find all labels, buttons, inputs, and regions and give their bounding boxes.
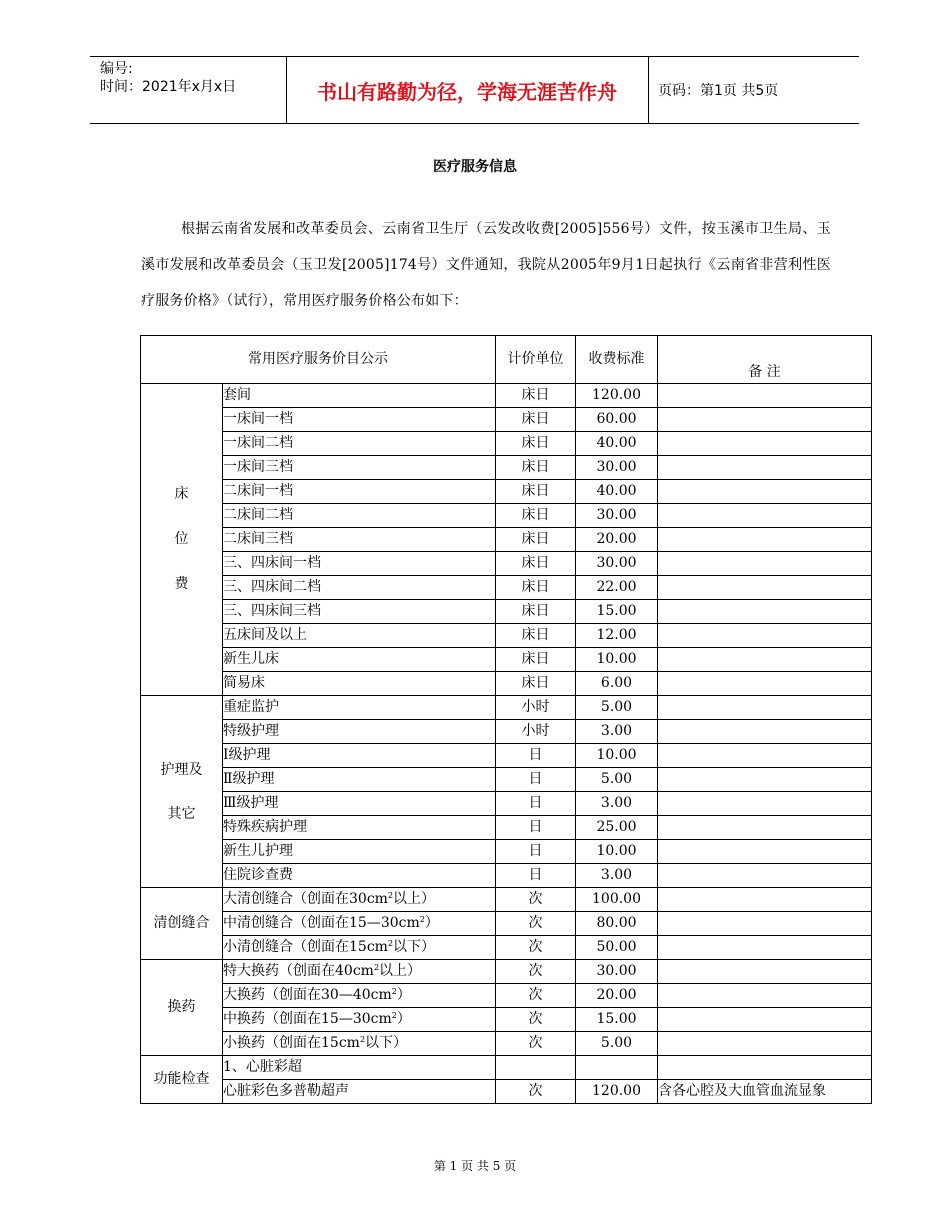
unit-cell: 床日 <box>496 600 576 624</box>
price-cell: 100.00 <box>576 888 658 912</box>
unit-cell: 日 <box>496 816 576 840</box>
item-cell: 新生儿护理 <box>223 840 496 864</box>
unit-cell: 床日 <box>496 456 576 480</box>
table-row <box>141 384 872 408</box>
price-cell: 22.00 <box>576 576 658 600</box>
item-cell: 一床间二档 <box>223 432 496 456</box>
table-row <box>141 1080 872 1104</box>
table-row <box>141 552 872 576</box>
table-row <box>141 768 872 792</box>
note-cell <box>658 792 872 816</box>
price-cell: 5.00 <box>576 696 658 720</box>
table-row <box>141 816 872 840</box>
note-cell <box>658 696 872 720</box>
price-cell: 80.00 <box>576 912 658 936</box>
price-cell: 10.00 <box>576 648 658 672</box>
table-row <box>141 528 872 552</box>
table-row <box>141 1056 872 1080</box>
unit-cell: 小时 <box>496 720 576 744</box>
unit-cell: 床日 <box>496 624 576 648</box>
table-row <box>141 648 872 672</box>
price-cell: 10.00 <box>576 744 658 768</box>
item-cell: 新生儿床 <box>223 648 496 672</box>
note-cell <box>658 744 872 768</box>
item-cell: 1、心脏彩超 <box>223 1056 496 1080</box>
item-cell: 特级护理 <box>223 720 496 744</box>
note-cell <box>658 624 872 648</box>
price-table <box>140 335 872 1104</box>
item-cell: 三、四床间一档 <box>223 552 496 576</box>
item-cell: 重症监护 <box>223 696 496 720</box>
unit-cell: 次 <box>496 888 576 912</box>
item-cell: 小清创缝合（创面在$15cm^2$以下） <box>223 936 496 960</box>
unit-cell: 床日 <box>496 504 576 528</box>
table-row <box>141 600 872 624</box>
item-cell: 特大换药（创面在$40cm^2$以上） <box>223 960 496 984</box>
note-cell <box>658 552 872 576</box>
page-footer: 第 1 页 共 5 页 <box>433 1159 517 1173</box>
unit-cell: 次 <box>496 936 576 960</box>
unit-cell: 床日 <box>496 528 576 552</box>
category-cell: 清创缝合 <box>141 888 223 960</box>
note-cell <box>658 720 872 744</box>
table-row <box>141 720 872 744</box>
item-cell: 中换药（创面在$15—30cm^2$） <box>223 1008 496 1032</box>
unit-cell: 次 <box>496 1032 576 1056</box>
note-cell <box>658 912 872 936</box>
price-cell: 30.00 <box>576 552 658 576</box>
price-cell: 50.00 <box>576 936 658 960</box>
table-row <box>141 984 872 1008</box>
note-cell <box>658 768 872 792</box>
note-cell <box>658 960 872 984</box>
note-cell <box>658 672 872 696</box>
note-cell <box>658 528 872 552</box>
unit-cell: 日 <box>496 840 576 864</box>
item-cell: Ⅲ级护理 <box>223 792 496 816</box>
note-cell <box>658 456 872 480</box>
document-title: 医疗服务信息 <box>433 159 517 175</box>
category-cell: 床 位 费 <box>141 384 223 696</box>
header-unit-cell: 计价单位 <box>496 336 576 384</box>
note-cell <box>658 384 872 408</box>
unit-cell: 床日 <box>496 672 576 696</box>
item-cell: Ⅱ级护理 <box>223 768 496 792</box>
table-row <box>141 408 872 432</box>
item-cell: 一床间一档 <box>223 408 496 432</box>
price-cell: 5.00 <box>576 1032 658 1056</box>
price-cell: 15.00 <box>576 600 658 624</box>
note-cell <box>658 888 872 912</box>
header-meta <box>100 60 236 96</box>
intro-paragraph: 根据云南省发展和改革委员会、云南省卫生厅（云发改收费[2005]556号）文件，按玉溪市卫生局、玉溪市发展和改革委员会（玉卫发[2005]174号）文件通知，我院从2005年9月1日起执行《云南省非营利性医疗服务价格》（试行），常用医疗服务价格公布如下： <box>141 221 831 309</box>
note-cell <box>658 504 872 528</box>
item-cell: 特殊疾病护理 <box>223 816 496 840</box>
price-cell: 30.00 <box>576 960 658 984</box>
unit-cell: 床日 <box>496 480 576 504</box>
price-cell: 20.00 <box>576 528 658 552</box>
table-row <box>141 504 872 528</box>
price-cell: 5.00 <box>576 768 658 792</box>
unit-cell: 小时 <box>496 696 576 720</box>
price-cell: 10.00 <box>576 840 658 864</box>
table-row <box>141 840 872 864</box>
note-cell <box>658 816 872 840</box>
table-row <box>141 960 872 984</box>
unit-cell: 次 <box>496 984 576 1008</box>
unit-cell: 床日 <box>496 576 576 600</box>
note-cell <box>658 408 872 432</box>
note-cell <box>658 936 872 960</box>
note-cell: 含各心腔及大血管血流显象 <box>658 1080 872 1104</box>
item-cell: 二床间一档 <box>223 480 496 504</box>
header-name-cell: 常用医疗服务价目公示 <box>141 336 496 384</box>
unit-cell: 日 <box>496 792 576 816</box>
price-cell: 20.00 <box>576 984 658 1008</box>
note-cell <box>658 1056 872 1080</box>
category-cell: 护理及 其它 <box>141 696 223 888</box>
table-row <box>141 744 872 768</box>
note-cell <box>658 432 872 456</box>
doc-number-label: 编号: <box>100 61 133 77</box>
item-cell: 心脏彩色多普勒超声 <box>223 1080 496 1104</box>
unit-cell: 床日 <box>496 384 576 408</box>
table-row <box>141 792 872 816</box>
unit-cell: 床日 <box>496 552 576 576</box>
note-cell <box>658 576 872 600</box>
price-cell <box>576 1056 658 1080</box>
price-cell: 40.00 <box>576 432 658 456</box>
price-cell: 30.00 <box>576 456 658 480</box>
category-cell: 换药 <box>141 960 223 1056</box>
table-row <box>141 1008 872 1032</box>
category-cell: 功能检查 <box>141 1056 223 1104</box>
table-row <box>141 672 872 696</box>
unit-cell: 床日 <box>496 432 576 456</box>
price-cell: 25.00 <box>576 816 658 840</box>
unit-cell: 次 <box>496 1080 576 1104</box>
item-cell: 大清创缝合（创面在$30cm^2$以上） <box>223 888 496 912</box>
table-row <box>141 888 872 912</box>
time-label: 时间：2021年x月x日 <box>100 79 237 95</box>
table-row <box>141 696 872 720</box>
table-row <box>141 912 872 936</box>
price-cell: 15.00 <box>576 1008 658 1032</box>
price-cell: 60.00 <box>576 408 658 432</box>
item-cell: 三、四床间二档 <box>223 576 496 600</box>
item-cell: 中清创缝合（创面在$15—30cm^2$） <box>223 912 496 936</box>
item-cell: 二床间三档 <box>223 528 496 552</box>
price-cell: 120.00 <box>576 1080 658 1104</box>
price-cell: 120.00 <box>576 384 658 408</box>
price-cell: 30.00 <box>576 504 658 528</box>
unit-cell: 日 <box>496 864 576 888</box>
header-page-number: 页码：第1页 共5页 <box>658 83 779 99</box>
price-table-body <box>141 384 872 1104</box>
unit-cell: 次 <box>496 912 576 936</box>
note-cell <box>658 864 872 888</box>
item-cell: 简易床 <box>223 672 496 696</box>
unit-cell: 床日 <box>496 408 576 432</box>
item-cell: 大换药（创面在$30—40cm^2$） <box>223 984 496 1008</box>
table-row <box>141 432 872 456</box>
item-cell: 二床间二档 <box>223 504 496 528</box>
note-cell <box>658 600 872 624</box>
note-cell <box>658 840 872 864</box>
unit-cell: 次 <box>496 960 576 984</box>
table-row <box>141 576 872 600</box>
price-cell: 40.00 <box>576 480 658 504</box>
price-cell: 3.00 <box>576 720 658 744</box>
page-header <box>90 56 859 124</box>
table-row <box>141 936 872 960</box>
note-cell <box>658 984 872 1008</box>
price-cell: 6.00 <box>576 672 658 696</box>
header-price-cell: 收费标准 <box>576 336 658 384</box>
unit-cell: 日 <box>496 744 576 768</box>
table-row <box>141 480 872 504</box>
table-row <box>141 624 872 648</box>
table-row <box>141 456 872 480</box>
header-divider <box>648 57 649 123</box>
table-row <box>141 1032 872 1056</box>
note-cell <box>658 1008 872 1032</box>
item-cell: 三、四床间三档 <box>223 600 496 624</box>
table-row <box>141 864 872 888</box>
price-cell: 3.00 <box>576 864 658 888</box>
price-cell: 12.00 <box>576 624 658 648</box>
item-cell: 五床间及以上 <box>223 624 496 648</box>
item-cell: 套间 <box>223 384 496 408</box>
item-cell: 住院诊查费 <box>223 864 496 888</box>
header-note-cell: 备 注 <box>658 336 872 384</box>
note-cell <box>658 648 872 672</box>
note-cell <box>658 480 872 504</box>
unit-cell: 床日 <box>496 648 576 672</box>
header-motto: 书山有路勤为径，学海无涯苦作舟 <box>317 79 617 104</box>
unit-cell <box>496 1056 576 1080</box>
unit-cell: 日 <box>496 768 576 792</box>
unit-cell: 次 <box>496 1008 576 1032</box>
item-cell: 一床间三档 <box>223 456 496 480</box>
item-cell: Ⅰ级护理 <box>223 744 496 768</box>
item-cell: 小换药（创面在$15cm^2$以下） <box>223 1032 496 1056</box>
note-cell <box>658 1032 872 1056</box>
price-cell: 3.00 <box>576 792 658 816</box>
